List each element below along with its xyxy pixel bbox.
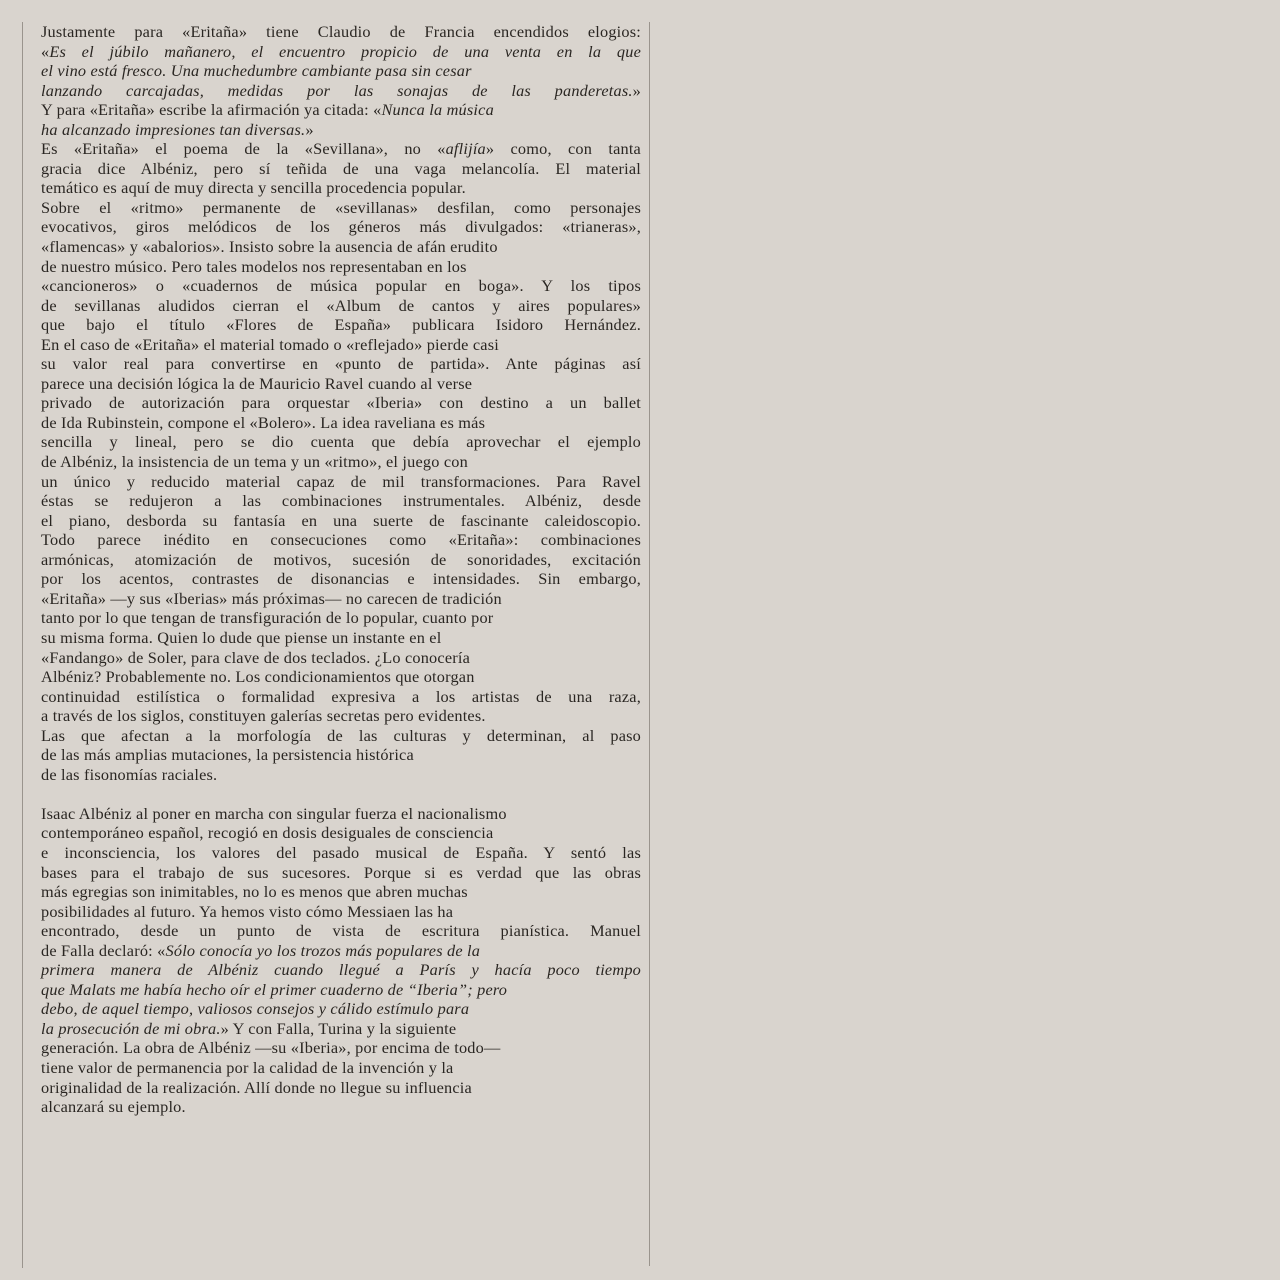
text-line — [41, 237, 641, 257]
text-segment: a través de los siglos, constituyen galerías secretas pero evidentes. — [41, 706, 486, 726]
text-line — [41, 354, 641, 374]
text-line — [41, 374, 641, 394]
text-line — [41, 432, 641, 452]
text-line — [41, 863, 641, 883]
text-line — [41, 569, 641, 589]
italic-quote-segment: ha alcanzado impresiones tan diversas. — [41, 119, 306, 139]
text-line — [41, 1038, 641, 1058]
text-segment: » como, con tanta — [485, 139, 641, 159]
text-line — [41, 687, 641, 707]
text-column — [41, 22, 641, 1117]
italic-quote-segment: la prosecución de mi obra. — [41, 1018, 221, 1038]
text-line — [41, 1058, 641, 1078]
text-segment: bases para el trabajo de sus sucesores. Porque si es verdad que las obras — [41, 862, 641, 882]
text-segment: de sevillanas aludidos cierran el «Album de cantos y aires populares» — [41, 295, 641, 315]
text-segment: que bajo el título «Flores de España» publicara Isidoro Hernández. — [41, 315, 641, 335]
text-line — [41, 1097, 641, 1117]
text-line — [41, 726, 641, 746]
text-segment: Isaac Albéniz al poner en marcha con singular fuerza el nacionalismo — [41, 803, 507, 823]
text-segment: « — [41, 41, 50, 61]
text-segment: evocativos, giros melódicos de los géneros más divulgados: «trianeras», — [41, 217, 641, 237]
text-line — [41, 257, 641, 277]
italic-quote-segment: Nunca la música — [381, 100, 494, 120]
paragraph-gap — [41, 784, 641, 804]
text-line — [41, 511, 641, 531]
italic-quote-segment: aflijía — [445, 139, 486, 159]
text-line — [41, 765, 641, 785]
text-line — [41, 1078, 641, 1098]
text-segment: Y para «Eritaña» escribe la afirmación ya citada: « — [41, 100, 382, 120]
text-line — [41, 315, 641, 335]
text-line — [41, 530, 641, 550]
text-segment: » Y con Falla, Turina y la siguiente — [220, 1018, 457, 1038]
text-line — [41, 139, 641, 159]
text-line — [41, 608, 641, 628]
text-segment: «Eritaña» —y sus «Iberias» más próximas— no carecen de tradición — [41, 588, 502, 608]
text-segment: de Falla declaró: « — [41, 940, 166, 960]
text-line — [41, 960, 641, 980]
text-segment: generación. La obra de Albéniz —su «Iberia», por encima de todo— — [41, 1038, 501, 1058]
text-segment: originalidad de la realización. Allí donde no llegue su influencia — [41, 1077, 472, 1097]
text-segment: sencilla y lineal, pero se dio cuenta que debía aprovechar el ejemplo — [41, 432, 641, 452]
text-segment: e inconsciencia, los valores del pasado musical de España. Y sentó las — [41, 842, 641, 862]
text-line — [41, 178, 641, 198]
text-line — [41, 550, 641, 570]
text-line — [41, 472, 641, 492]
text-line — [41, 980, 641, 1000]
text-segment: » — [632, 80, 641, 100]
text-line — [41, 100, 641, 120]
text-segment: un único y reducido material capaz de mil transformaciones. Para Ravel — [41, 471, 641, 491]
text-segment: encontrado, desde un punto de vista de escritura pianística. Manuel — [41, 921, 641, 941]
text-segment: contemporáneo español, recogió en dosis desiguales de consciencia — [41, 823, 494, 843]
left-column-rule — [22, 22, 23, 1268]
text-line — [41, 198, 641, 218]
text-segment: de nuestro músico. Pero tales modelos nos representaban en los — [41, 256, 467, 276]
text-segment: tiene valor de permanencia por la calidad de la invención y la — [41, 1057, 454, 1077]
text-line — [41, 843, 641, 863]
text-line — [41, 804, 641, 824]
text-segment: el piano, desborda su fantasía en una suerte de fascinante caleidoscopio. — [41, 510, 641, 530]
italic-quote-segment: lanzando carcajadas, medidas por las sonajas de las panderetas. — [41, 80, 633, 100]
text-segment: Justamente para «Eritaña» tiene Claudio de Francia encendidos elogios: — [41, 22, 641, 41]
text-line — [41, 628, 641, 648]
italic-quote-segment: el vino está fresco. Una muchedumbre cambiante pasa sin cesar — [41, 61, 472, 81]
text-segment: Albéniz? Probablemente no. Los condicionamientos que otorgan — [41, 667, 475, 687]
italic-quote-segment: Es el júbilo mañanero, el encuentro propicio de una venta en la que — [49, 41, 641, 61]
text-segment: posibilidades al futuro. Ya hemos visto cómo Messiaen las ha — [41, 901, 454, 921]
text-line — [41, 296, 641, 316]
text-segment: armónicas, atomización de motivos, sucesión de sonoridades, excitación — [41, 549, 641, 569]
italic-quote-segment: debo, de aquel tiempo, valiosos consejos y cálido estímulo para — [41, 999, 470, 1019]
paragraph-eritana — [41, 22, 641, 784]
text-segment: temático es aquí de muy directa y sencilla procedencia popular. — [41, 178, 466, 198]
text-line — [41, 335, 641, 355]
text-segment: Es «Eritaña» el poema de la «Sevillana», no « — [41, 139, 446, 159]
text-segment: éstas se redujeron a las combinaciones instrumentales. Albéniz, desde — [41, 491, 641, 511]
text-line — [41, 882, 641, 902]
italic-quote-segment: que Malats me había hecho oír el primer cuaderno de “Iberia”; pero — [41, 979, 508, 999]
text-line — [41, 902, 641, 922]
italic-quote-segment: primera manera de Albéniz cuando llegué a París y hacía poco tiempo — [41, 960, 641, 980]
text-segment: En el caso de «Eritaña» el material tomado o «reflejado» pierde casi — [41, 334, 499, 354]
text-segment: Todo parece inédito en consecuciones como «Eritaña»: combinaciones — [41, 530, 641, 550]
text-line — [41, 61, 641, 81]
text-line — [41, 22, 641, 42]
text-segment: privado de autorización para orquestar «Iberia» con destino a un ballet — [41, 393, 641, 413]
text-line — [41, 81, 641, 101]
text-segment: continuidad estilística o formalidad expresiva a los artistas de una raza, — [41, 686, 641, 706]
text-line — [41, 999, 641, 1019]
right-column-rule — [649, 22, 650, 1266]
text-line — [41, 159, 641, 179]
paragraph-albeniz-legacy — [41, 804, 641, 1117]
text-line — [41, 589, 641, 609]
text-segment: «flamencas» y «abalorios». Insisto sobre la ausencia de afán erudito — [41, 237, 498, 257]
text-line — [41, 217, 641, 237]
text-line — [41, 941, 641, 961]
text-segment: » — [305, 119, 314, 139]
text-segment: gracia dice Albéniz, pero sí teñida de una vaga melancolía. El material — [41, 158, 641, 178]
text-segment: Las que afectan a la morfología de las culturas y determinan, al paso — [41, 725, 641, 745]
text-line — [41, 413, 641, 433]
text-line — [41, 706, 641, 726]
text-line — [41, 452, 641, 472]
text-segment: alcanzará su ejemplo. — [41, 1097, 186, 1117]
text-line — [41, 921, 641, 941]
text-line — [41, 120, 641, 140]
text-segment: su misma forma. Quien lo dude que piense un instante en el — [41, 627, 442, 647]
text-line — [41, 745, 641, 765]
text-line — [41, 667, 641, 687]
text-line — [41, 393, 641, 413]
text-segment: su valor real para convertirse en «punto de partida». Ante páginas así — [41, 354, 641, 374]
text-segment: «cancioneros» o «cuadernos de música popular en boga». Y los tipos — [41, 276, 641, 296]
text-segment: de Ida Rubinstein, compone el «Bolero». La idea raveliana es más — [41, 412, 486, 432]
italic-quote-segment: Sólo conocía yo los trozos más populares de la — [165, 940, 481, 960]
text-segment: Sobre el «ritmo» permanente de «sevillanas» desfilan, como personajes — [41, 197, 641, 217]
text-segment: de las fisonomías raciales. — [41, 764, 218, 784]
text-line — [41, 648, 641, 668]
text-segment: de las más amplias mutaciones, la persistencia histórica — [41, 745, 414, 765]
text-line — [41, 823, 641, 843]
text-line — [41, 42, 641, 62]
text-line — [41, 491, 641, 511]
text-segment: más egregias son inimitables, no lo es menos que abren muchas — [41, 882, 468, 902]
text-segment: de Albéniz, la insistencia de un tema y un «ritmo», el juego con — [41, 452, 468, 472]
text-line — [41, 276, 641, 296]
text-segment: «Fandango» de Soler, para clave de dos teclados. ¿Lo conocería — [41, 647, 471, 667]
text-segment: tanto por lo que tengan de transfiguración de lo popular, cuanto por — [41, 608, 494, 628]
text-segment: parece una decisión lógica la de Mauricio Ravel cuando al verse — [41, 373, 473, 393]
text-segment: por los acentos, contrastes de disonancias e intensidades. Sin embargo, — [41, 569, 641, 589]
text-line — [41, 1019, 641, 1039]
